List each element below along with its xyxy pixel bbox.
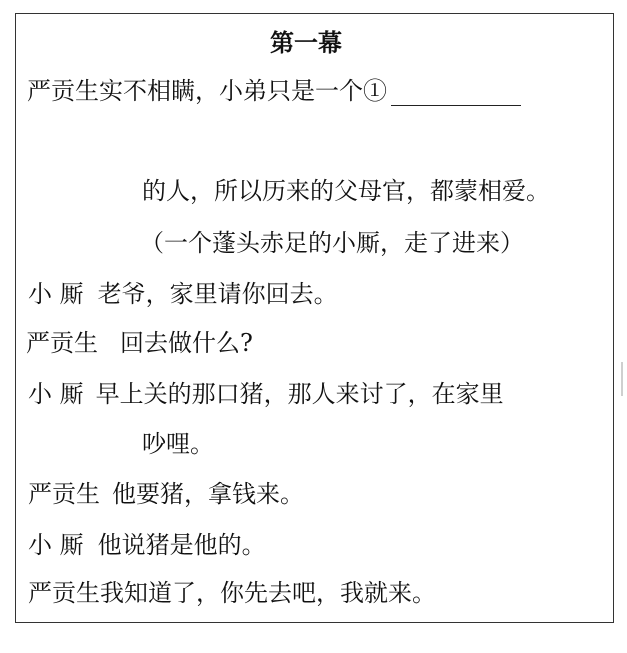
speaker-label: 严贡生 — [26, 329, 98, 357]
line-text: 回去做什么? — [120, 329, 253, 357]
speaker-label: 严贡生 — [28, 480, 100, 508]
speaker-label: 小 厮 — [28, 531, 84, 559]
line-text: 老爷，家里请你回去。 — [97, 280, 338, 308]
stage-direction: （一个蓬头赤足的小厮，走了进来） — [140, 229, 524, 257]
dialogue-line-9 — [28, 530, 266, 560]
speaker-label: 小 厮 — [28, 380, 84, 408]
dialogue-line-5 — [26, 328, 253, 358]
line-text: 他说猪是他的。 — [97, 531, 266, 559]
line-text: 早上关的那口猪，那人来讨了，在家里 — [95, 380, 504, 408]
answer-blank-1[interactable] — [391, 81, 521, 106]
dialogue-line-4 — [28, 279, 338, 309]
scrollbar-handle[interactable] — [621, 362, 623, 396]
line-text: 他要猪，拿钱来。 — [112, 480, 304, 508]
line-1-text: 严贡生实不相瞒，小弟只是一个① — [27, 77, 387, 105]
dialogue-line-2: 的人，所以历来的父母官，都蒙相爱。 — [142, 177, 550, 205]
dialogue-line-10: 严贡生我知道了，你先去吧，我就来。 — [28, 579, 436, 607]
speaker-label: 小 厮 — [28, 280, 84, 308]
dialogue-line-7: 吵哩。 — [142, 430, 214, 458]
dialogue-line-6 — [28, 379, 504, 409]
dialogue-line-1 — [27, 76, 521, 106]
dialogue-line-8 — [28, 479, 304, 509]
scene-title: 第一幕 — [270, 28, 342, 57]
